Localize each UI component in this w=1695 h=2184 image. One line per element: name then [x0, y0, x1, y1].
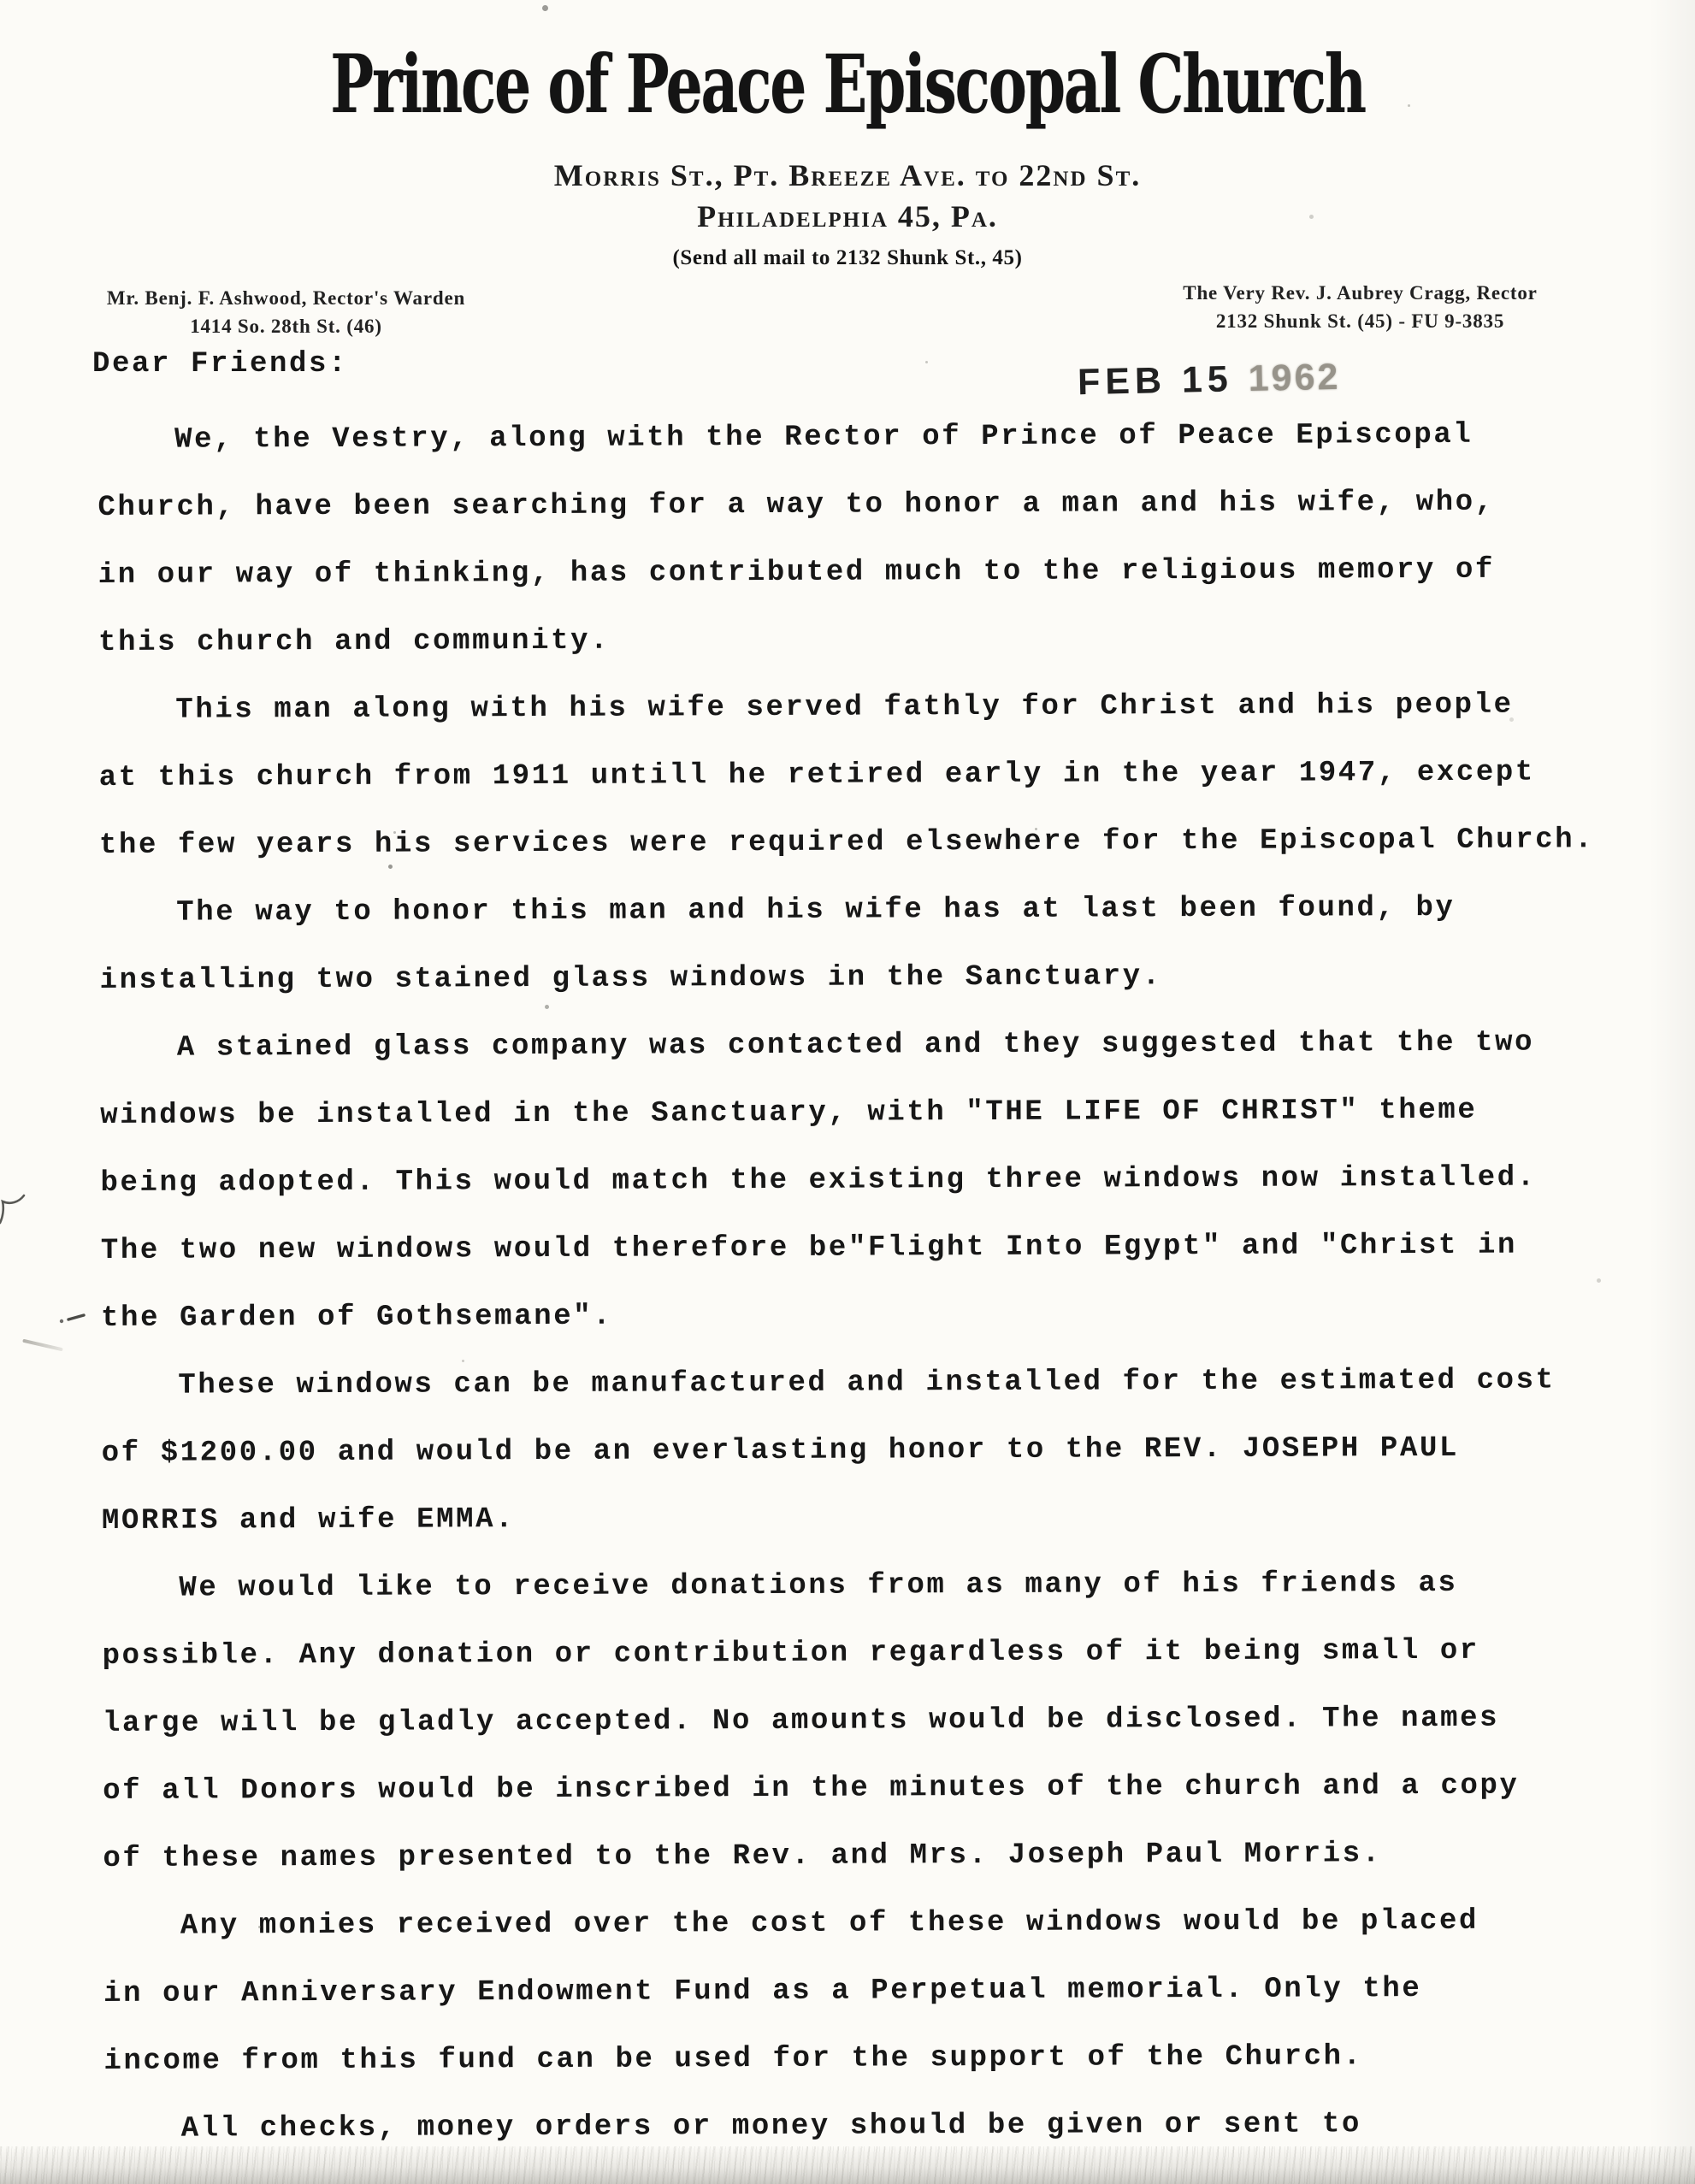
- letterhead: [0, 38, 1695, 132]
- letter-line: A stained glass company was contacted and they suggested that the two: [176, 1026, 1535, 1065]
- scan-edge-shading: [1649, 0, 1695, 2184]
- church-name-title: Prince of Peace Episcopal Church: [330, 38, 1365, 132]
- letter-line: windows be installed in the Sanctuary, with "THE LIFE OF CHRIST" theme: [100, 1094, 1478, 1132]
- letter-line: Church, have been searching for a way to honor a man and his wife, who,: [97, 486, 1495, 524]
- address-line-1: Morris St., Pt. Breeze Ave. to 22nd St.: [553, 158, 1142, 192]
- letter-line: Any monies received over the cost of these windows would be placed: [180, 1904, 1479, 1943]
- letter-line: large will be gladly accepted. No amounts would be disclosed. The names: [102, 1702, 1500, 1740]
- letter-line: at this church from 1911 untill he retired early in the year 1947, except: [98, 756, 1535, 794]
- letter-line: in our way of thinking, has contributed much to the religious memory of: [97, 553, 1496, 592]
- rector-address: 2132 Shunk St. (45) - FU 9-3835: [1215, 310, 1505, 332]
- letter-line: installing two stained glass windows in the Sanctuary.: [99, 960, 1162, 997]
- letter-line: MORRIS and wife EMMA.: [101, 1503, 516, 1538]
- scan-bottom-noise-band: [0, 2146, 1695, 2184]
- letter-line: in our Anniversary Endowment Fund as a Perpetual memorial. Only the: [103, 1973, 1422, 2010]
- letter-line: the Garden of Gothsemane".: [101, 1300, 613, 1335]
- letter-body: [97, 401, 1661, 2163]
- date-stamp-year: 1962: [1248, 356, 1341, 400]
- warden-contact-block: [53, 284, 519, 340]
- letter-line: All checks, money orders or money should be given or sent to: [180, 2108, 1361, 2146]
- letter-line: of these names presented to the Rev. and Mrs. Joseph Paul Morris.: [103, 1838, 1382, 1875]
- salutation: Dear Friends:: [92, 348, 349, 381]
- letter-line: We, the Vestry, along with the Rector of Prince of Peace Episcopal: [174, 418, 1474, 457]
- letter-line: being adopted. This would match the existing three windows now installed.: [100, 1161, 1537, 1200]
- letter-line: possible. Any donation or contribution regardless of it being small or: [102, 1634, 1479, 1673]
- letter-line: We would like to receive donations from as many of his friends as: [179, 1567, 1458, 1605]
- pencil-smudge: [22, 1339, 63, 1352]
- letter-line: These windows can be manufactured and installed for the estimated cost: [178, 1364, 1556, 1402]
- rector-name: The Very Rev. J. Aubrey Cragg, Rector: [1183, 282, 1538, 304]
- letter-line: The way to honor this man and his wife has at last been found, by: [176, 891, 1456, 930]
- mail-note: (Send all mail to 2132 Shunk St., 45): [672, 246, 1023, 269]
- pen-mark-dash: [58, 1312, 87, 1325]
- letter-line: this church and community.: [97, 624, 611, 659]
- address-line-2: Philadelphia 45, Pa.: [697, 199, 998, 233]
- pen-mark-curl: [0, 1190, 27, 1228]
- letter-line: This man along with his wife served fathly for Christ and his people: [175, 688, 1514, 727]
- warden-address: 1414 So. 28th St. (46): [190, 316, 382, 337]
- letter-line: the few years his services were required elsewhere for the Episcopal Church.: [98, 823, 1595, 862]
- date-stamp-month-day: FEB 15: [1077, 358, 1234, 404]
- letter-line: of $1200.00 and would be an everlasting honor to the REV. JOSEPH PAUL: [101, 1431, 1459, 1470]
- warden-name: Mr. Benj. F. Ashwood, Rector's Warden: [106, 287, 466, 309]
- letter-line: The two new windows would therefore be"Flight Into Egypt" and "Christ in: [100, 1229, 1518, 1267]
- letter-line: income from this fund can be used for the support of the Church.: [103, 2040, 1363, 2078]
- scan-specks: [0, 0, 3, 3]
- letter-line: of all Donors would be inscribed in the minutes of the church and a copy: [103, 1769, 1520, 1808]
- rector-contact-block: [1127, 279, 1593, 335]
- date-stamp: [1078, 357, 1341, 404]
